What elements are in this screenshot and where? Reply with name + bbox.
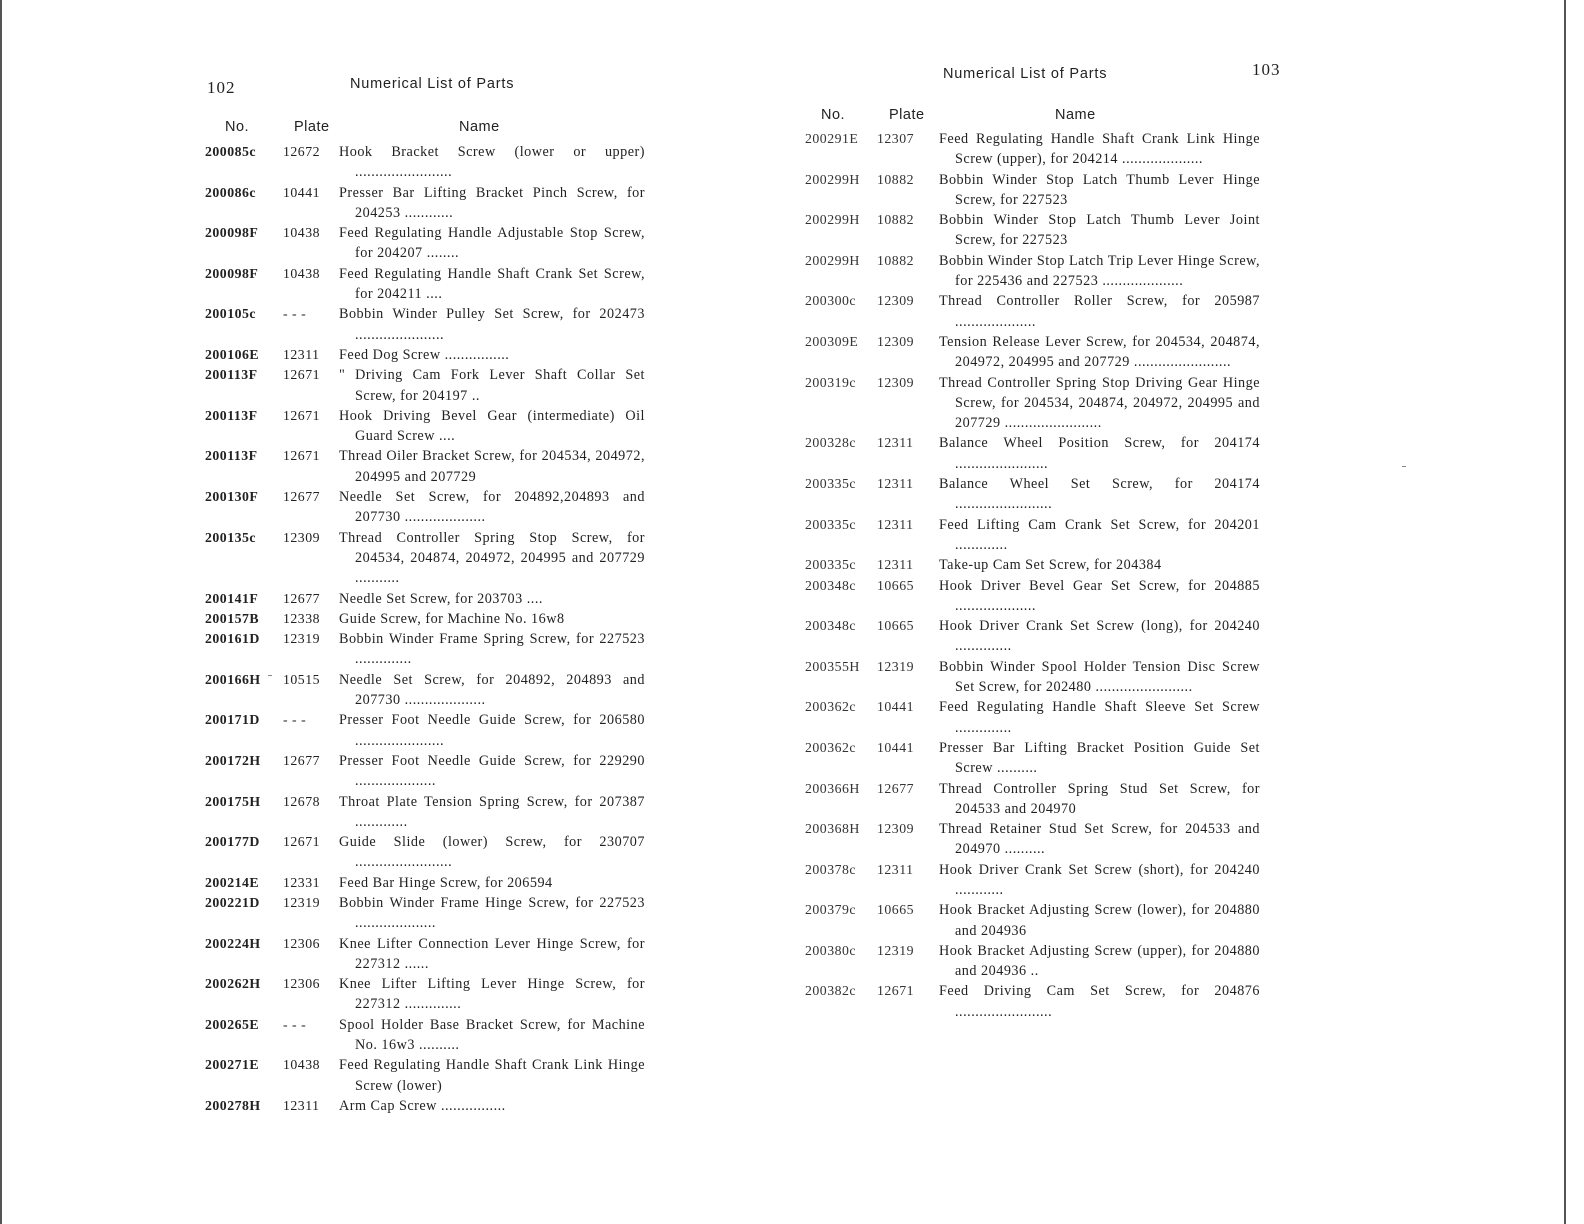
- plate-number: 12319: [283, 894, 320, 910]
- part-row: [205, 183, 645, 224]
- part-number: 200175H: [205, 793, 261, 809]
- part-number: 200135c: [205, 529, 257, 545]
- part-number: 200113F: [205, 407, 258, 423]
- scan-mark: [1402, 466, 1406, 467]
- part-number: 200299H: [805, 252, 860, 268]
- part-number: 200161D: [205, 631, 260, 647]
- part-number: 200105c: [205, 306, 257, 322]
- scan-edge-left: [0, 0, 2, 1224]
- part-name: Thread Controller Spring Stop Driving Gear Hinge Screw, for 204534, 204874, 204972, 204995 and 207729 ........................: [939, 374, 1260, 432]
- plate-number: 12672: [283, 144, 320, 159]
- part-row: [205, 792, 645, 833]
- plate-number: 12319: [283, 631, 320, 647]
- part-row: [805, 779, 1260, 820]
- part-name: Thread Controller Spring Stud Set Screw, for 204533 and 204970: [939, 780, 1260, 817]
- part-name: Bobbin Winder Frame Hinge Screw, for 227523 ....................: [339, 894, 645, 932]
- part-name: Presser Bar Lifting Bracket Pinch Screw, for 204253 ............: [339, 184, 645, 221]
- part-row: [205, 934, 645, 975]
- part-name: Balance Wheel Set Screw, for 204174 ........................: [939, 476, 1260, 513]
- part-number: 200157B: [205, 610, 260, 626]
- part-row: [205, 893, 645, 934]
- plate-number: 10515: [283, 671, 320, 687]
- part-row: [805, 515, 1260, 556]
- part-number: 200299H: [805, 171, 860, 187]
- page-title: Numerical List of Parts: [943, 66, 1108, 82]
- part-name: Feed Regulating Handle Shaft Crank Link Hinge Screw (lower): [339, 1057, 645, 1094]
- plate-number: 12677: [283, 489, 320, 505]
- part-row: [205, 974, 645, 1015]
- plate-number: 12309: [877, 374, 914, 390]
- part-number: 200380c: [805, 942, 857, 958]
- part-name: Thread Retainer Stud Set Screw, for 204533 and 204970 ..........: [939, 821, 1260, 858]
- part-number: 200299H: [805, 212, 860, 228]
- part-name: Tension Release Lever Screw, for 204534, 204874, 204972, 204995 and 207729 ........................: [939, 333, 1260, 371]
- plate-number: 12311: [877, 476, 914, 492]
- part-row: [205, 487, 645, 528]
- plate-number: 12306: [283, 976, 320, 992]
- part-number: 200265E: [205, 1016, 260, 1032]
- part-name: Guide Slide (lower) Screw, for 230707 ........................: [339, 834, 645, 871]
- part-row: [205, 142, 645, 183]
- part-number: 200362c: [805, 739, 857, 755]
- part-number: 200106E: [205, 346, 260, 362]
- plate-number: 12311: [283, 346, 320, 362]
- part-name: Needle Set Screw, for 204892, 204893 and 207730 ....................: [339, 671, 645, 709]
- part-name: Needle Set Screw, for 204892,204893 and 207730 ....................: [339, 489, 645, 526]
- page-number: 102: [207, 78, 236, 97]
- part-number: 200224H: [205, 935, 261, 951]
- part-number: 200271E: [205, 1057, 260, 1073]
- part-number: 200262H: [205, 976, 261, 992]
- part-number: 200378c: [805, 861, 857, 877]
- part-row: [205, 264, 645, 305]
- part-row: [205, 1055, 645, 1096]
- part-name: Feed Bar Hinge Screw, for 206594: [339, 874, 553, 891]
- part-number: 200291E: [805, 131, 859, 146]
- part-number: 200214E: [205, 874, 260, 890]
- part-number: 200278H: [205, 1097, 261, 1113]
- plate-number: 10665: [877, 618, 914, 634]
- part-number: 200368H: [805, 821, 860, 837]
- part-number: 200328c: [805, 435, 857, 451]
- part-number: 200335c: [805, 476, 857, 492]
- part-number: 200171D: [205, 712, 260, 728]
- plate-number: 10438: [283, 265, 320, 281]
- part-row: [205, 589, 645, 609]
- part-name: Guide Screw, for Machine No. 16w8: [339, 610, 565, 627]
- part-row: [805, 129, 1260, 170]
- plate-number: 10882: [877, 212, 914, 228]
- part-name: Bobbin Winder Stop Latch Thumb Lever Hinge Screw, for 227523: [939, 171, 1260, 208]
- part-row: [805, 819, 1260, 860]
- part-name: Feed Driving Cam Set Screw, for 204876 ........................: [939, 983, 1260, 1020]
- page-number: 103: [1252, 60, 1281, 79]
- part-name: Thread Oiler Bracket Screw, for 204534, 204972, 204995 and 207729: [339, 448, 645, 485]
- plate-number: 12319: [877, 942, 914, 958]
- plate-number: 12309: [877, 333, 914, 349]
- part-row: [805, 291, 1260, 332]
- part-name: Take-up Cam Set Screw, for 204384: [939, 557, 1162, 574]
- part-name: " Driving Cam Fork Lever Shaft Collar Set Screw, for 204197 ..: [339, 367, 645, 404]
- part-row: [805, 373, 1260, 434]
- part-row: [205, 345, 645, 365]
- part-row: [805, 657, 1260, 698]
- part-number: 200221D: [205, 894, 260, 910]
- plate-number: 10665: [877, 577, 914, 593]
- part-number: 200319c: [805, 374, 857, 390]
- part-name: Hook Bracket Screw (lower or upper) ........................: [339, 144, 645, 181]
- plate-number: 12671: [877, 983, 914, 999]
- part-row: [205, 710, 645, 751]
- page-title: Numerical List of Parts: [350, 76, 515, 92]
- header-plate: Plate: [294, 119, 330, 135]
- plate-number: 12307: [877, 131, 914, 146]
- header-name: Name: [1055, 107, 1096, 123]
- plate-number: 12309: [283, 529, 320, 545]
- part-name: Hook Bracket Adjusting Screw (lower), for 204880 and 204936: [939, 902, 1260, 939]
- part-row: [205, 609, 645, 629]
- header-plate: Plate: [889, 107, 925, 123]
- part-row: [805, 332, 1260, 373]
- plate-number: 12331: [283, 874, 320, 890]
- plate-number: 12311: [877, 557, 914, 573]
- part-row: [805, 474, 1260, 515]
- part-name: Bobbin Winder Stop Latch Trip Lever Hinge Screw, for 225436 and 227523 ....................: [939, 252, 1260, 290]
- part-name: Needle Set Screw, for 203703 ....: [339, 590, 543, 607]
- part-name: Presser Foot Needle Guide Screw, for 229290 ....................: [339, 752, 645, 790]
- part-row: [805, 170, 1260, 211]
- plate-number: 10438: [283, 225, 320, 241]
- part-row: [205, 365, 645, 406]
- part-name: Presser Bar Lifting Bracket Position Guide Set Screw ..........: [939, 739, 1260, 777]
- part-name: Feed Dog Screw ................: [339, 346, 510, 363]
- part-row: [205, 1015, 645, 1056]
- part-row: [205, 670, 645, 711]
- part-name: Feed Regulating Handle Shaft Sleeve Set Screw ..............: [939, 699, 1260, 736]
- part-number: 200130F: [205, 489, 259, 505]
- plate-number: 12677: [283, 752, 320, 768]
- part-row: [205, 223, 645, 264]
- part-row: [805, 433, 1260, 474]
- part-name: Thread Controller Roller Screw, for 205987 ....................: [939, 293, 1260, 330]
- plate-number: 12671: [283, 407, 320, 423]
- part-name: Spool Holder Base Bracket Screw, for Machine No. 16w3 ..........: [339, 1016, 645, 1054]
- part-name: Throat Plate Tension Spring Screw, for 207387 .............: [339, 793, 645, 830]
- plate-number: 12338: [283, 610, 320, 626]
- header-name: Name: [459, 119, 500, 135]
- part-name: Hook Driving Bevel Gear (intermediate) Oil Guard Screw ....: [339, 407, 645, 445]
- plate-number: 12309: [877, 821, 914, 837]
- part-number: 200335c: [805, 557, 857, 573]
- plate-number: 10882: [877, 171, 914, 187]
- part-name: Knee Lifter Lifting Lever Hinge Screw, for 227312 ..............: [339, 976, 645, 1013]
- part-number: 200355H: [805, 658, 860, 674]
- plate-number: 12677: [877, 780, 914, 796]
- plate-number: 12309: [877, 293, 914, 309]
- plate-number: 12311: [283, 1097, 320, 1113]
- part-number: 200366H: [805, 780, 860, 796]
- part-row: [805, 900, 1260, 941]
- part-row: [205, 446, 645, 487]
- part-row: [205, 629, 645, 670]
- part-row: [805, 738, 1260, 779]
- part-row: [205, 406, 645, 447]
- part-row: [805, 555, 1260, 575]
- plate-number: 12671: [283, 367, 320, 383]
- part-name: Bobbin Winder Stop Latch Thumb Lever Joint Screw, for 227523: [939, 212, 1260, 249]
- part-number: 200177D: [205, 834, 260, 850]
- part-number: 200300c: [805, 293, 857, 309]
- part-number: 200382c: [805, 983, 857, 999]
- part-name: Balance Wheel Position Screw, for 204174 .......................: [939, 435, 1260, 472]
- part-name: Arm Cap Screw ................: [339, 1097, 506, 1114]
- part-number: 200335c: [805, 516, 857, 532]
- part-row: [805, 210, 1260, 251]
- part-number: 200113F: [205, 367, 258, 383]
- part-number: 200379c: [805, 902, 857, 918]
- part-number: 200362c: [805, 699, 857, 715]
- part-row: [805, 941, 1260, 982]
- part-row: [205, 1096, 645, 1116]
- part-row: [805, 576, 1260, 617]
- part-name: Feed Lifting Cam Crank Set Screw, for 204201 .............: [939, 516, 1260, 553]
- part-number: 200172H: [205, 752, 261, 768]
- header-no: No.: [225, 119, 250, 135]
- plate-number: 12311: [877, 435, 914, 451]
- part-name: Bobbin Winder Spool Holder Tension Disc Screw Set Screw, for 202480 ........................: [939, 658, 1260, 696]
- parts-list: [805, 129, 1260, 1022]
- part-name: Presser Foot Needle Guide Screw, for 206580 ......................: [339, 712, 645, 749]
- plate-number: 12311: [877, 861, 914, 877]
- plate-number: 12306: [283, 935, 320, 951]
- part-number: 200348c: [805, 577, 857, 593]
- part-name: Bobbin Winder Pulley Set Screw, for 202473 ......................: [339, 306, 645, 343]
- plate-number: 12671: [283, 834, 320, 850]
- plate-number: 10665: [877, 902, 914, 918]
- plate-number: - - -: [283, 1016, 307, 1032]
- part-name: Hook Bracket Adjusting Screw (upper), for 204880 and 204936 ..: [939, 942, 1260, 980]
- plate-number: 10441: [877, 739, 914, 755]
- plate-number: - - -: [283, 306, 307, 322]
- part-name: Hook Driver Bevel Gear Set Screw, for 204885 ....................: [939, 577, 1260, 614]
- part-number: 200086c: [205, 184, 257, 200]
- plate-number: 12677: [283, 590, 320, 606]
- plate-number: 12678: [283, 793, 320, 809]
- part-number: 200098F: [205, 265, 259, 281]
- part-row: [805, 697, 1260, 738]
- plate-number: 10438: [283, 1057, 320, 1073]
- part-row: [205, 304, 645, 345]
- plate-number: 10441: [283, 184, 320, 200]
- plate-number: 12319: [877, 658, 914, 674]
- scan-edge-right: [1564, 0, 1566, 1224]
- part-number: 200166H: [205, 671, 261, 687]
- plate-number: 12311: [877, 516, 914, 532]
- part-number: 200098F: [205, 225, 259, 241]
- part-name: Hook Driver Crank Set Screw (long), for 204240 ..............: [939, 618, 1260, 655]
- part-name: Hook Driver Crank Set Screw (short), for 204240 ............: [939, 861, 1260, 898]
- part-row: [805, 251, 1260, 292]
- part-name: Feed Regulating Handle Shaft Crank Link Hinge Screw (upper), for 204214 ....................: [939, 131, 1260, 168]
- part-row: [805, 981, 1260, 1022]
- plate-number: 10882: [877, 252, 914, 268]
- part-row: [205, 751, 645, 792]
- part-number: 200309E: [805, 333, 859, 349]
- part-row: [205, 528, 645, 589]
- plate-number: - - -: [283, 712, 307, 728]
- part-name: Feed Regulating Handle Shaft Crank Set Screw, for 204211 ....: [339, 265, 645, 303]
- part-name: Thread Controller Spring Stop Screw, for 204534, 204874, 204972, 204995 and 207729 ...........: [339, 529, 645, 587]
- header-no: No.: [821, 107, 846, 123]
- part-number: 200113F: [205, 448, 258, 464]
- part-name: Feed Regulating Handle Adjustable Stop Screw, for 204207 ........: [339, 225, 645, 262]
- plate-number: 10441: [877, 699, 914, 715]
- part-number: 200085c: [205, 144, 257, 159]
- part-name: Knee Lifter Connection Lever Hinge Screw, for 227312 ......: [339, 935, 645, 972]
- part-row: [205, 873, 645, 893]
- part-row: [805, 860, 1260, 901]
- plate-number: 12671: [283, 448, 320, 464]
- part-row: [205, 832, 645, 873]
- parts-list: [205, 142, 645, 1116]
- part-number: 200141F: [205, 590, 259, 606]
- part-number: 200348c: [805, 618, 857, 634]
- part-name: Bobbin Winder Frame Spring Screw, for 227523 ..............: [339, 631, 645, 668]
- part-row: [805, 616, 1260, 657]
